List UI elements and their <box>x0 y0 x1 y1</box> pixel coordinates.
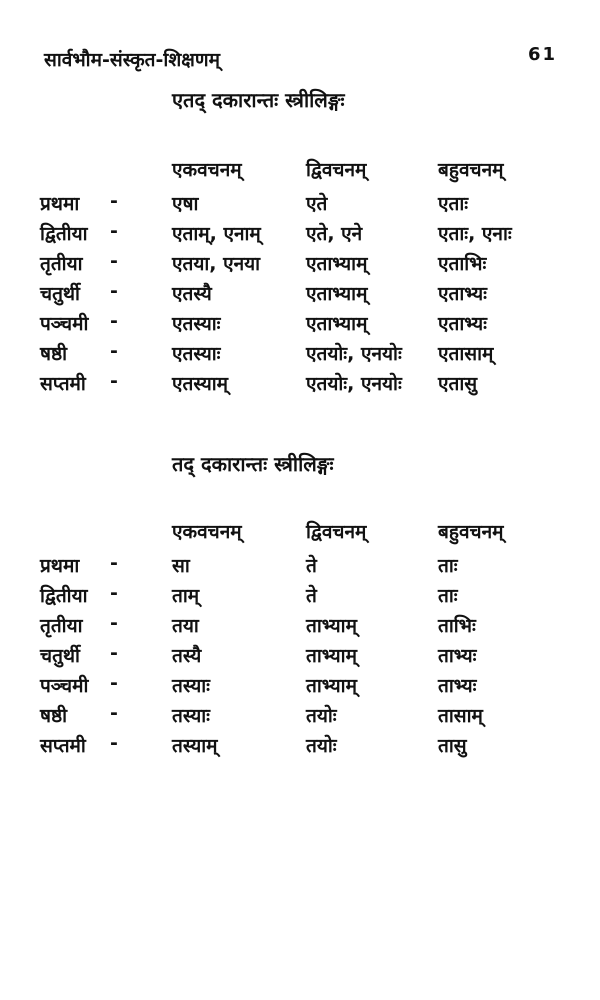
dual-form: ते <box>306 585 317 607</box>
column-header-plural: बहुवचनम् <box>438 159 504 181</box>
dual-form: ताभ्याम् <box>306 615 357 637</box>
dual-form: एताभ्याम् <box>306 283 368 305</box>
singular-form: एतस्याः <box>172 343 221 365</box>
table-row <box>0 642 600 672</box>
case-name: सप्तमी <box>40 735 86 757</box>
case-name: प्रथमा <box>40 555 80 577</box>
case-dash: - <box>110 582 118 604</box>
page-number: 61 <box>528 44 558 65</box>
case-dash: - <box>110 190 118 212</box>
plural-form: तासु <box>438 735 467 757</box>
table-row <box>0 250 600 280</box>
singular-form: एतस्याः <box>172 313 221 335</box>
plural-form: एताः, एनाः <box>438 223 512 245</box>
case-dash: - <box>110 340 118 362</box>
singular-form: एतस्याम् <box>172 373 229 395</box>
case-dash: - <box>110 642 118 664</box>
table-row <box>0 552 600 582</box>
column-header-plural: बहुवचनम् <box>438 521 504 543</box>
column-header-singular: एकवचनम् <box>172 159 242 181</box>
case-name: सप्तमी <box>40 373 86 395</box>
plural-form: एताः <box>438 193 469 215</box>
case-name: षष्ठी <box>40 343 68 365</box>
dual-form: एतयोः, एनयोः <box>306 373 402 395</box>
plural-form: एताभ्यः <box>438 313 488 335</box>
singular-form: सा <box>172 555 190 577</box>
case-name: द्वितीया <box>40 585 88 607</box>
case-dash: - <box>110 702 118 724</box>
singular-form: एषा <box>172 193 199 215</box>
column-header-row <box>0 518 600 552</box>
case-dash: - <box>110 250 118 272</box>
plural-form: एतासाम् <box>438 343 494 365</box>
dual-form: तयोः <box>306 735 337 757</box>
case-name: तृतीया <box>40 253 83 275</box>
plural-form: एताभ्यः <box>438 283 488 305</box>
table-row <box>0 220 600 250</box>
table-row <box>0 310 600 340</box>
declension-table-tad <box>0 518 600 762</box>
plural-form: एताभिः <box>438 253 487 275</box>
running-header-title: सार्वभौम-संस्कृत-शिक्षणम् <box>44 49 220 71</box>
plural-form: ताभिः <box>438 615 476 637</box>
table-row <box>0 732 600 762</box>
plural-form: ताभ्यः <box>438 675 477 697</box>
case-name: षष्ठी <box>40 705 68 727</box>
plural-form: ताभ्यः <box>438 645 477 667</box>
plural-form: ताः <box>438 585 458 607</box>
singular-form: एताम्, एनाम् <box>172 223 261 245</box>
table-row <box>0 340 600 370</box>
singular-form: ताम् <box>172 585 200 607</box>
table-row <box>0 672 600 702</box>
singular-form: तस्याम् <box>172 735 218 757</box>
plural-form: तासाम् <box>438 705 483 727</box>
plural-form: ताः <box>438 555 458 577</box>
plural-form: एतासु <box>438 373 478 395</box>
case-name: चतुर्थी <box>40 283 80 305</box>
dual-form: ताभ्याम् <box>306 675 357 697</box>
case-dash: - <box>110 732 118 754</box>
dual-form: एताभ्याम् <box>306 313 368 335</box>
dual-form: ताभ्याम् <box>306 645 357 667</box>
singular-form: तस्यै <box>172 645 202 667</box>
table-row <box>0 612 600 642</box>
case-dash: - <box>110 672 118 694</box>
table-row <box>0 582 600 612</box>
case-dash: - <box>110 310 118 332</box>
case-dash: - <box>110 370 118 392</box>
section-title-etad: एतद् दकारान्तः स्त्रीलिङ्गः <box>172 88 345 112</box>
dual-form: तयोः <box>306 705 337 727</box>
table-row <box>0 702 600 732</box>
dual-form: एते <box>306 193 328 215</box>
case-dash: - <box>110 280 118 302</box>
column-header-row <box>0 156 600 190</box>
case-name: पञ्चमी <box>40 313 89 335</box>
singular-form: तया <box>172 615 199 637</box>
case-name: द्वितीया <box>40 223 88 245</box>
singular-form: एतस्यै <box>172 283 212 305</box>
column-header-dual: द्विवचनम् <box>306 159 367 181</box>
table-row <box>0 190 600 220</box>
case-name: तृतीया <box>40 615 83 637</box>
case-dash: - <box>110 612 118 634</box>
declension-table-etad <box>0 156 600 400</box>
dual-form: एताभ्याम् <box>306 253 368 275</box>
table-row <box>0 370 600 400</box>
singular-form: तस्याः <box>172 705 211 727</box>
table-row <box>0 280 600 310</box>
dual-form: एते, एने <box>306 223 363 245</box>
singular-form: तस्याः <box>172 675 211 697</box>
dual-form: ते <box>306 555 317 577</box>
case-name: प्रथमा <box>40 193 80 215</box>
column-header-dual: द्विवचनम् <box>306 521 367 543</box>
case-name: चतुर्थी <box>40 645 80 667</box>
column-header-singular: एकवचनम् <box>172 521 242 543</box>
singular-form: एतया, एनया <box>172 253 261 275</box>
section-title-tad: तद् दकारान्तः स्त्रीलिङ्गः <box>172 452 334 476</box>
case-name: पञ्चमी <box>40 675 89 697</box>
dual-form: एतयोः, एनयोः <box>306 343 402 365</box>
case-dash: - <box>110 552 118 574</box>
case-dash: - <box>110 220 118 242</box>
